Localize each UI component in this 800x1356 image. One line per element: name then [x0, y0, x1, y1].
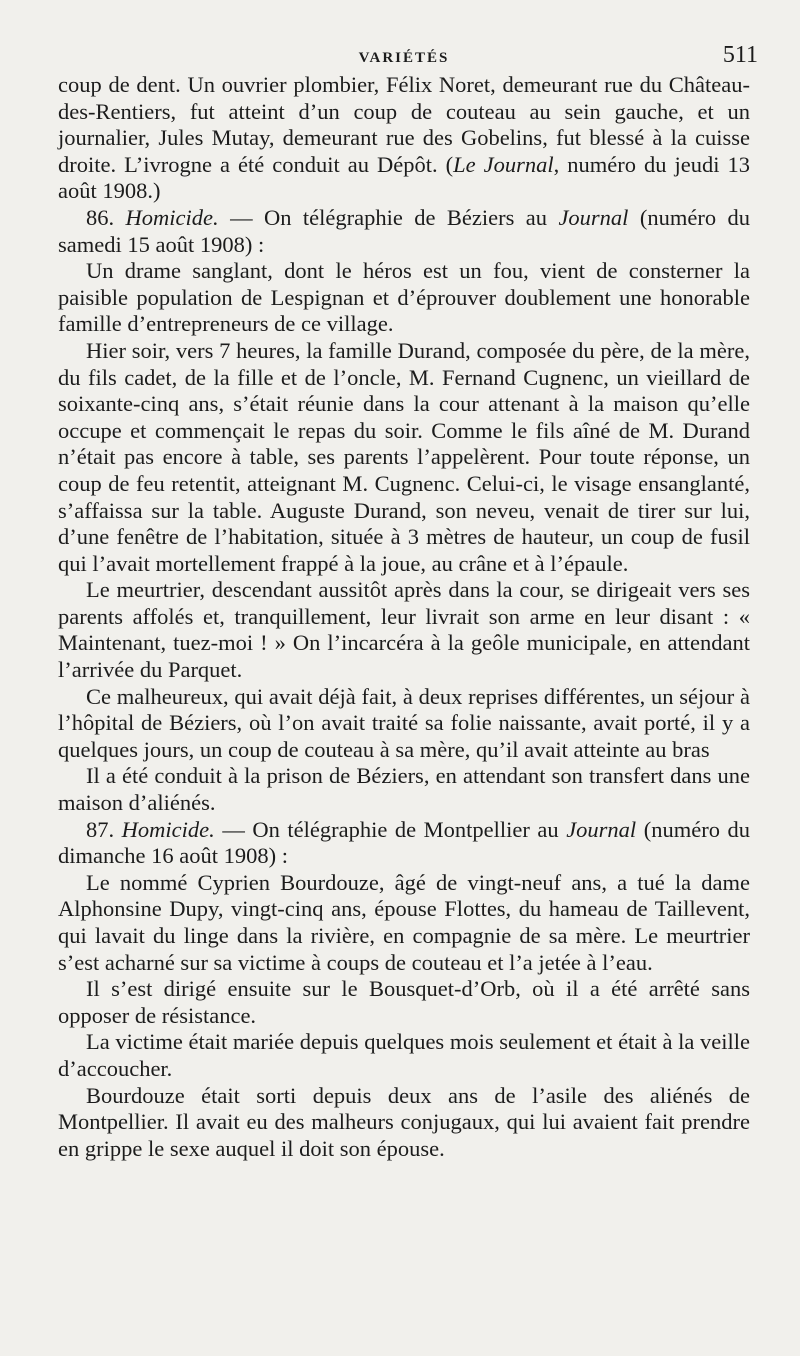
- paragraph: Un drame sanglant, dont le héros est un fou, vient de consterner la paisible population de Lespignan et d’éprouver doublement une honorable famille d’entrepreneurs de ce village.: [58, 258, 750, 337]
- entry-intro: (numéro du dimanche 16 août 1908) :: [58, 816, 750, 869]
- source-title: Le Journal: [453, 151, 554, 177]
- entry-intro: — On télégraphie de Montpellier au: [214, 816, 567, 842]
- entry-title: Homicide.: [125, 204, 219, 230]
- entry-intro: (numéro du samedi 15 août 1908) :: [58, 204, 750, 257]
- entry-86-heading: [58, 205, 750, 258]
- paragraph: Ce malheureux, qui avait déjà fait, à deux reprises différentes, un séjour à l’hôpital de Béziers, où l’on avait traité sa folie naissante, avait porté, il y a quelques jours, un coup de couteau à sa mère, qu’il avait atteinte au bras: [58, 683, 750, 762]
- paragraph-text: coup de dent. Un ouvrier plombier, Félix Noret, demeurant rue du Château-des-Rentiers, fut atteint d’un coup de couteau au sein gauche, et un journalier, Jules Mutay, demeurant rue des Gobelins, fut blessé à la cuisse droite. L’ivrogne a été conduit au Dépôt. (: [58, 72, 750, 177]
- paragraph: Le nommé Cyprien Bourdouze, âgé de vingt-neuf ans, a tué la dame Alphonsine Dupy, vingt-cinq ans, épouse Flottes, du hameau de Taillevent, qui lavait du linge dans la rivière, en compagnie de sa mère. Le meurtrier s’est acharné sur sa victime à coups de couteau et l’a jetée à l’eau.: [58, 869, 750, 975]
- entry-number: 86.: [86, 204, 115, 230]
- page-header: [58, 38, 758, 72]
- entry-87-heading: [58, 817, 750, 870]
- paragraph: La victime était mariée depuis quelques mois seulement et était à la veille d’accoucher.: [58, 1029, 750, 1081]
- paragraph: Il s’est dirigé ensuite sur le Bousquet-d’Orb, où il a été arrêté sans opposer de résistance.: [58, 976, 750, 1028]
- body-text: [58, 72, 750, 1162]
- entry-title: Homicide.: [121, 816, 215, 842]
- entry-intro: — On télégraphie de Béziers au: [218, 204, 559, 230]
- entry-number: 87.: [86, 816, 115, 842]
- page-number: 511: [722, 42, 758, 68]
- paragraph: Bourdouze était sorti depuis deux ans de l’asile des aliénés de Montpellier. Il avait eu des malheurs conjugaux, qui lui avaient fait prendre en grippe le sexe auquel il doit son épouse.: [58, 1082, 750, 1161]
- source-title: Journal: [566, 816, 637, 842]
- paragraph-text: , numéro du jeudi 13 août 1908.): [58, 151, 750, 204]
- source-title: Journal: [558, 204, 629, 230]
- paragraph-continuation: [58, 72, 750, 205]
- paragraph: Le meurtrier, descendant aussitôt après dans la cour, se dirigeait vers ses parents affolés et, tranquillement, leur livrait son arme en leur disant : « Maintenant, tuez-moi ! » On l’incarcéra à la geôle municipale, en attendant l’arrivée du Parquet.: [58, 577, 750, 683]
- paragraph: Hier soir, vers 7 heures, la famille Durand, composée du père, de la mère, du fils cadet, de la fille et de l’oncle, M. Fernand Cugnenc, un vieillard de soixante-cinq ans, s’était réunie dans la cour attenant à la maison qu’elle occupe et commençait le repas du soir. Comme le fils aîné de M. Durand n’était pas encore à table, ses parents l’appelèrent. Pour toute réponse, un coup de feu retentit, atteignant M. Cugnenc. Celui-ci, le visage ensanglanté, s’affaissa sur la table. Auguste Durand, son neveu, venait de tirer sur lui, d’une fenêtre de l’habitation, située à 3 mètres de hauteur, un coup de fusil qui l’avait mortellement frappé à la joue, au crâne et à l’épaule.: [58, 337, 750, 576]
- running-title: VARIÉTÉS: [358, 50, 450, 66]
- paragraph: Il a été conduit à la prison de Béziers, en attendant son transfert dans une maison d’aliénés.: [58, 763, 750, 816]
